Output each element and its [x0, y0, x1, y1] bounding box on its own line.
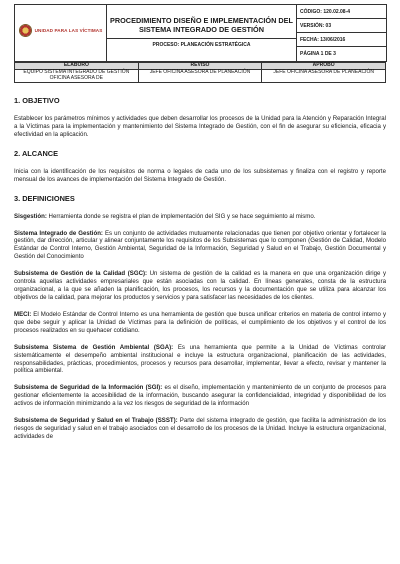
- definition-term: MECI:: [14, 310, 32, 318]
- section-alcance-text: Inicia con la identificación de los requisitos de norma o legales de cada uno de los subsistemas y finaliza con el registro y reporte mensual de los avances de implementación del Sistema Integrado de Gestión.: [14, 167, 386, 183]
- process-label: PROCESO: PLANEACIÓN ESTRATÉGICA: [152, 41, 251, 48]
- sig-value-aprobo: JEFE OFICINA ASESORA DE PLANEACIÓN: [262, 70, 386, 83]
- definition-item: [14, 384, 386, 408]
- sig-value-elaboro: EQUIPO SISTEMA INTEGRADO DE GESTIÓN OFICINA ASESORA DE: [15, 70, 139, 83]
- logo-text: UNIDAD PARA LAS VÍCTIMAS: [34, 28, 103, 33]
- definition-item: [14, 230, 386, 262]
- definition-text: es el diseño, implementación y mantenimiento de un conjunto de procesos para gestionar eficientemente la accesibilidad de la información, buscando asegurar la confidencialidad, integridad y disponibilidad de los activos de información minimizando a la vez los riesgos de seguridad de la información: [14, 384, 386, 408]
- definition-text: Herramienta donde se registra el plan de implementación del SIG y se hace seguimiento al mismo.: [46, 212, 316, 220]
- signature-table: [14, 62, 386, 83]
- document-body: [14, 96, 386, 441]
- sig-header-aprobo: APROBÓ: [262, 63, 386, 70]
- document-header: [14, 4, 387, 62]
- definition-term: Sistema Integrado de Gestión:: [14, 229, 103, 237]
- definition-term: Sisgestión:: [14, 212, 47, 220]
- version: VERSIÓN: 03: [297, 19, 386, 33]
- definition-item: [14, 270, 386, 302]
- definition-text: Es un conjunto de actividades mutuamente relacionadas que tienen por objetivo orientar y fortalecer la gestión, dar dirección, articular y alinear conjuntamente los requisitos de los Subsistemas que lo componen (Gestión de Calidad, Modelo Estándar de Control Interno, Gestión Ambiental, Seguridad de la Información, Seguridad y Salud en el Trabajo, Gestión Documental y Gestión del Conocimiento: [14, 229, 387, 261]
- sig-header-reviso: REVISÓ: [138, 63, 262, 70]
- section-objetivo-heading: 1. OBJETIVO: [14, 96, 60, 105]
- definition-item: [14, 311, 386, 335]
- definition-text: Es una herramienta que permite a la Unidad de Víctimas controlar sistemáticamente el desempeño ambiental institucional e incluye la estructura organizacional, planificación de las actividades, responsabilidades, prácticas, procedimientos, procesos y recursos para desarrollar, implementar, llevar a efecto, revisar y mantener la política ambiental.: [14, 343, 386, 375]
- fecha: FECHA: 13/06/2016: [297, 33, 386, 47]
- colombia-seal-icon: [19, 24, 32, 37]
- section-objetivo-text: Establecer los parámetros mínimos y actividades que deben desarrollar los procesos de la Unidad para la Atención y Reparación Integral a la Víctimas para la implementación y mantenimiento del Sistema Integrado de Gestión, con el fin de asegurar su eficiencia, eficacia y efectividad en la aplicación.: [14, 115, 386, 138]
- document-title: PROCEDIMIENTO DISEÑO E IMPLEMENTACIÓN DEL SISTEMA INTEGRADO DE GESTIÓN: [107, 14, 296, 38]
- codigo: CÓDIGO: 120.02.08-4: [297, 5, 386, 19]
- title-cell: [107, 5, 297, 62]
- section-alcance-heading: 2. ALCANCE: [14, 148, 59, 158]
- unidad-victimas-logo: [19, 24, 103, 37]
- definition-item: [14, 417, 386, 441]
- definition-item: [14, 344, 386, 376]
- definition-term: Subsistema de Seguridad y Salud en el Trabajo (SSST):: [14, 417, 178, 425]
- section-definiciones-heading: 3. DEFINICIONES: [14, 193, 75, 203]
- logo-cell: [15, 5, 107, 62]
- sig-value-reviso: JEFE OFICINA ASESORA DE PLANEACIÓN: [138, 70, 262, 83]
- pagina: PÁGINA 1 DE 3: [300, 51, 336, 57]
- definition-term: Subsistema de Gestión de la Calidad (SGC):: [14, 270, 148, 278]
- definition-term: Subsistema de Seguridad de la Información (SGI):: [14, 384, 163, 392]
- definition-text: El Modelo Estándar de Control Interno es una herramienta de gestión que busca unificar criterios en materia de control interno y que debe seguir y aplicar la Unidad de Víctimas para la definición de políticas, el cumplimiento de los objetivos y el control de los procesos realizados en su quehacer cotidiano.: [14, 310, 386, 334]
- definition-text: Un sistema de gestión de la calidad es la manera en que una organización dirige y controla aquellas actividades empresariales que están asociadas con la calidad. En líneas generales, consta de la estructura organizacional, a la que se añaden la planificación, los procesos, los recursos y la documentación que se utiliza para alcanzar los objetivos de la calidad, para mejorar los productos y servicios y para satisfacer las necesidades de los clientes.: [14, 270, 386, 301]
- definition-item: [14, 213, 386, 221]
- meta-cell: [297, 5, 387, 62]
- definition-text: Parte del sistema integrado de gestión, que facilita la administración de los riesgos de seguridad y salud en el trabajo asociados con el desarrollo de los procesos de la Unidad. Incluye la estructura organizacional, actividades de: [14, 417, 386, 440]
- definition-term: Subsistema Sistema de Gestión Ambiental (SGA):: [14, 343, 174, 351]
- sig-header-elaboro: ELABORÓ: [15, 63, 139, 70]
